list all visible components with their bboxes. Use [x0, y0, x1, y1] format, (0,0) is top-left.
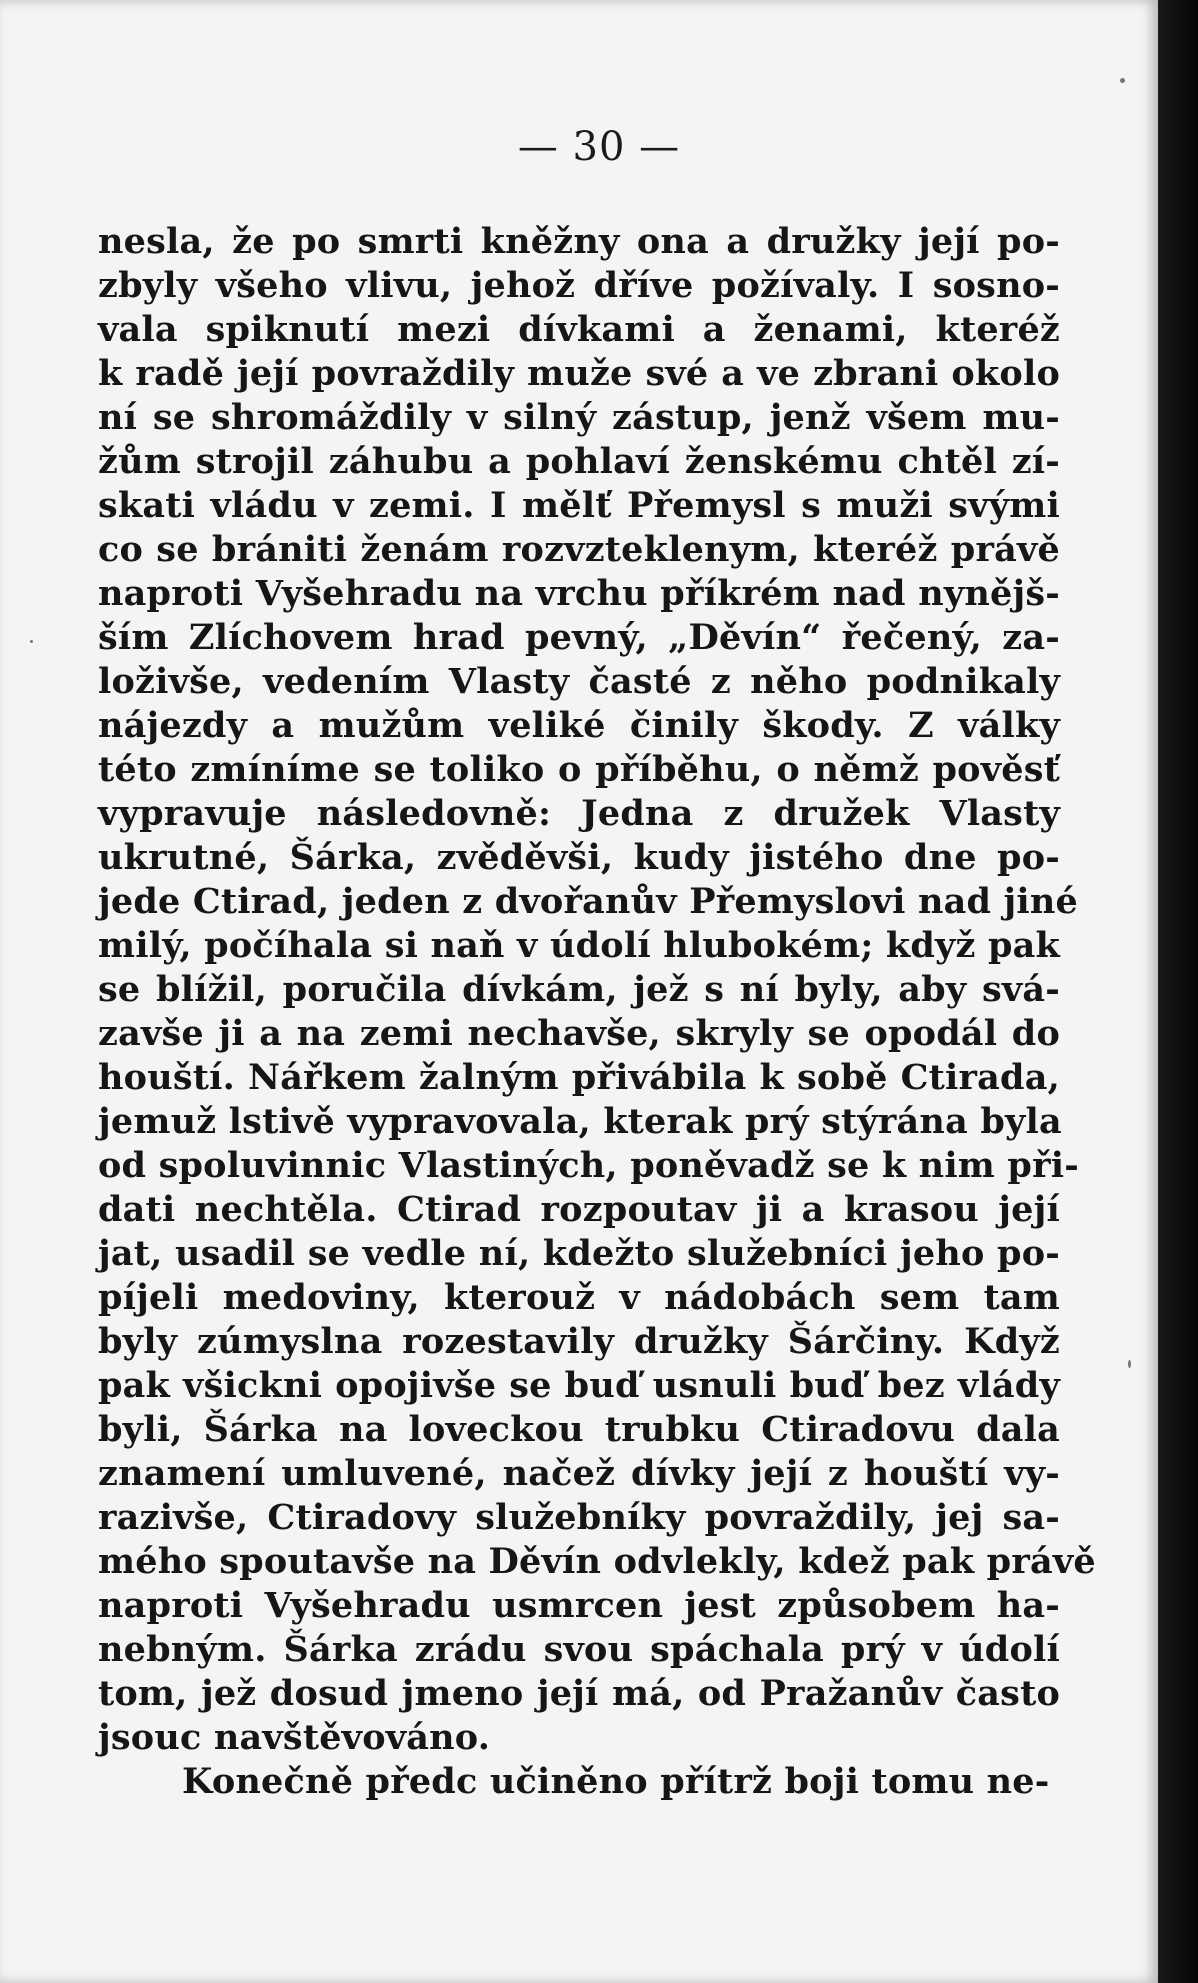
- text-line: jat, usadil se vedle ní, kdežto služebníci jeho po-: [98, 1233, 1060, 1274]
- text-line: žům strojil záhubu a pohlaví ženskému chtěl zí-: [98, 441, 1060, 482]
- body-text: [98, 220, 1096, 1804]
- text-line: k radě její povraždily muže své a ve zbrani okolo: [98, 353, 1060, 394]
- text-line: pak všickni opojivše se buď usnuli buď bez vlády: [98, 1365, 1060, 1406]
- text-line: znamení umluvené, načež dívky její z houští vy-: [98, 1453, 1060, 1494]
- text-line: se blížil, poručila dívkám, jež s ní byly, aby svá-: [98, 969, 1060, 1010]
- text-line: naproti Vyšehradu usmrcen jest způsobem ha-: [98, 1585, 1060, 1626]
- text-line: od spoluvinnic Vlastiných, poněvadž se k nim při-: [98, 1145, 1079, 1186]
- print-speck: [1120, 78, 1125, 83]
- text-line: nebným. Šárka zrádu svou spáchala prý v údolí: [98, 1629, 1060, 1670]
- text-line: zbyly všeho vlivu, jehož dříve požívaly. I sosno-: [98, 265, 1060, 306]
- text-line: milý, počíhala si naň v údolí hlubokém; když pak: [98, 925, 1060, 966]
- text-line: ní se shromáždily v silný zástup, jenž všem mu-: [98, 397, 1060, 438]
- text-line: této zmíníme se toliko o příběhu, o němž pověsť: [98, 749, 1060, 790]
- text-line: ším Zlíchovem hrad pevný, „Děvín“ řečený, za-: [98, 617, 1060, 658]
- text-line: naproti Vyšehradu na vrchu příkrém nad nynějš-: [98, 573, 1060, 614]
- text-line: jsouc navštěvováno.: [98, 1717, 491, 1758]
- text-line: skati vládu v zemi. I mělť Přemysl s muži svými: [98, 485, 1060, 526]
- print-speck: [30, 640, 33, 643]
- text-line: razivše, Ctiradovy služebníky povraždily, jej sa-: [98, 1497, 1060, 1538]
- text-line: jede Ctirad, jeden z dvořanův Přemyslovi nad jiné: [98, 881, 1079, 922]
- text-line: byly zúmyslna rozestavily družky Šárčiny. Když: [98, 1321, 1060, 1362]
- text-line: vala spiknutí mezi dívkami a ženami, kteréž: [98, 309, 1060, 350]
- text-line: loživše, vedením Vlasty časté z něho podnikaly: [98, 661, 1060, 702]
- page-number: — 30 —: [517, 124, 681, 170]
- text-line: Konečně předc učiněno přítrž boji tomu ne-: [182, 1761, 1050, 1802]
- text-line: jemuž lstivě vypravovala, kterak prý stýrána byla: [98, 1101, 1062, 1142]
- text-line: píjeli medoviny, kterouž v nádobách sem tam: [98, 1277, 1060, 1318]
- print-speck: [1128, 1360, 1131, 1368]
- text-line: zavše ji a na zemi nechavše, skryly se opodál do: [98, 1013, 1060, 1054]
- scan-edge: [1158, 0, 1198, 1983]
- text-line: tom, jež dosud jmeno její má, od Pražanův často: [98, 1673, 1060, 1714]
- text-line: nesla, že po smrti kněžny ona a družky její po-: [98, 221, 1060, 262]
- text-line: dati nechtěla. Ctirad rozpoutav ji a krasou její: [98, 1189, 1060, 1230]
- text-line: nájezdy a mužům veliké činily škody. Z války: [98, 705, 1060, 746]
- text-line: co se brániti ženám rozvzteklenym, kteréž právě: [98, 529, 1060, 570]
- text-line: houští. Nářkem žalným přivábila k sobě Ctirada,: [98, 1057, 1060, 1098]
- text-line: byli, Šárka na loveckou trubku Ctiradovu dala: [98, 1409, 1060, 1450]
- text-line: vypravuje následovně: Jedna z družek Vlasty: [98, 793, 1060, 834]
- text-line: mého spoutavše na Děvín odvlekly, kdež pak právě: [98, 1541, 1096, 1582]
- text-line: ukrutné, Šárka, zvěděvši, kudy jistého dne po-: [98, 837, 1060, 878]
